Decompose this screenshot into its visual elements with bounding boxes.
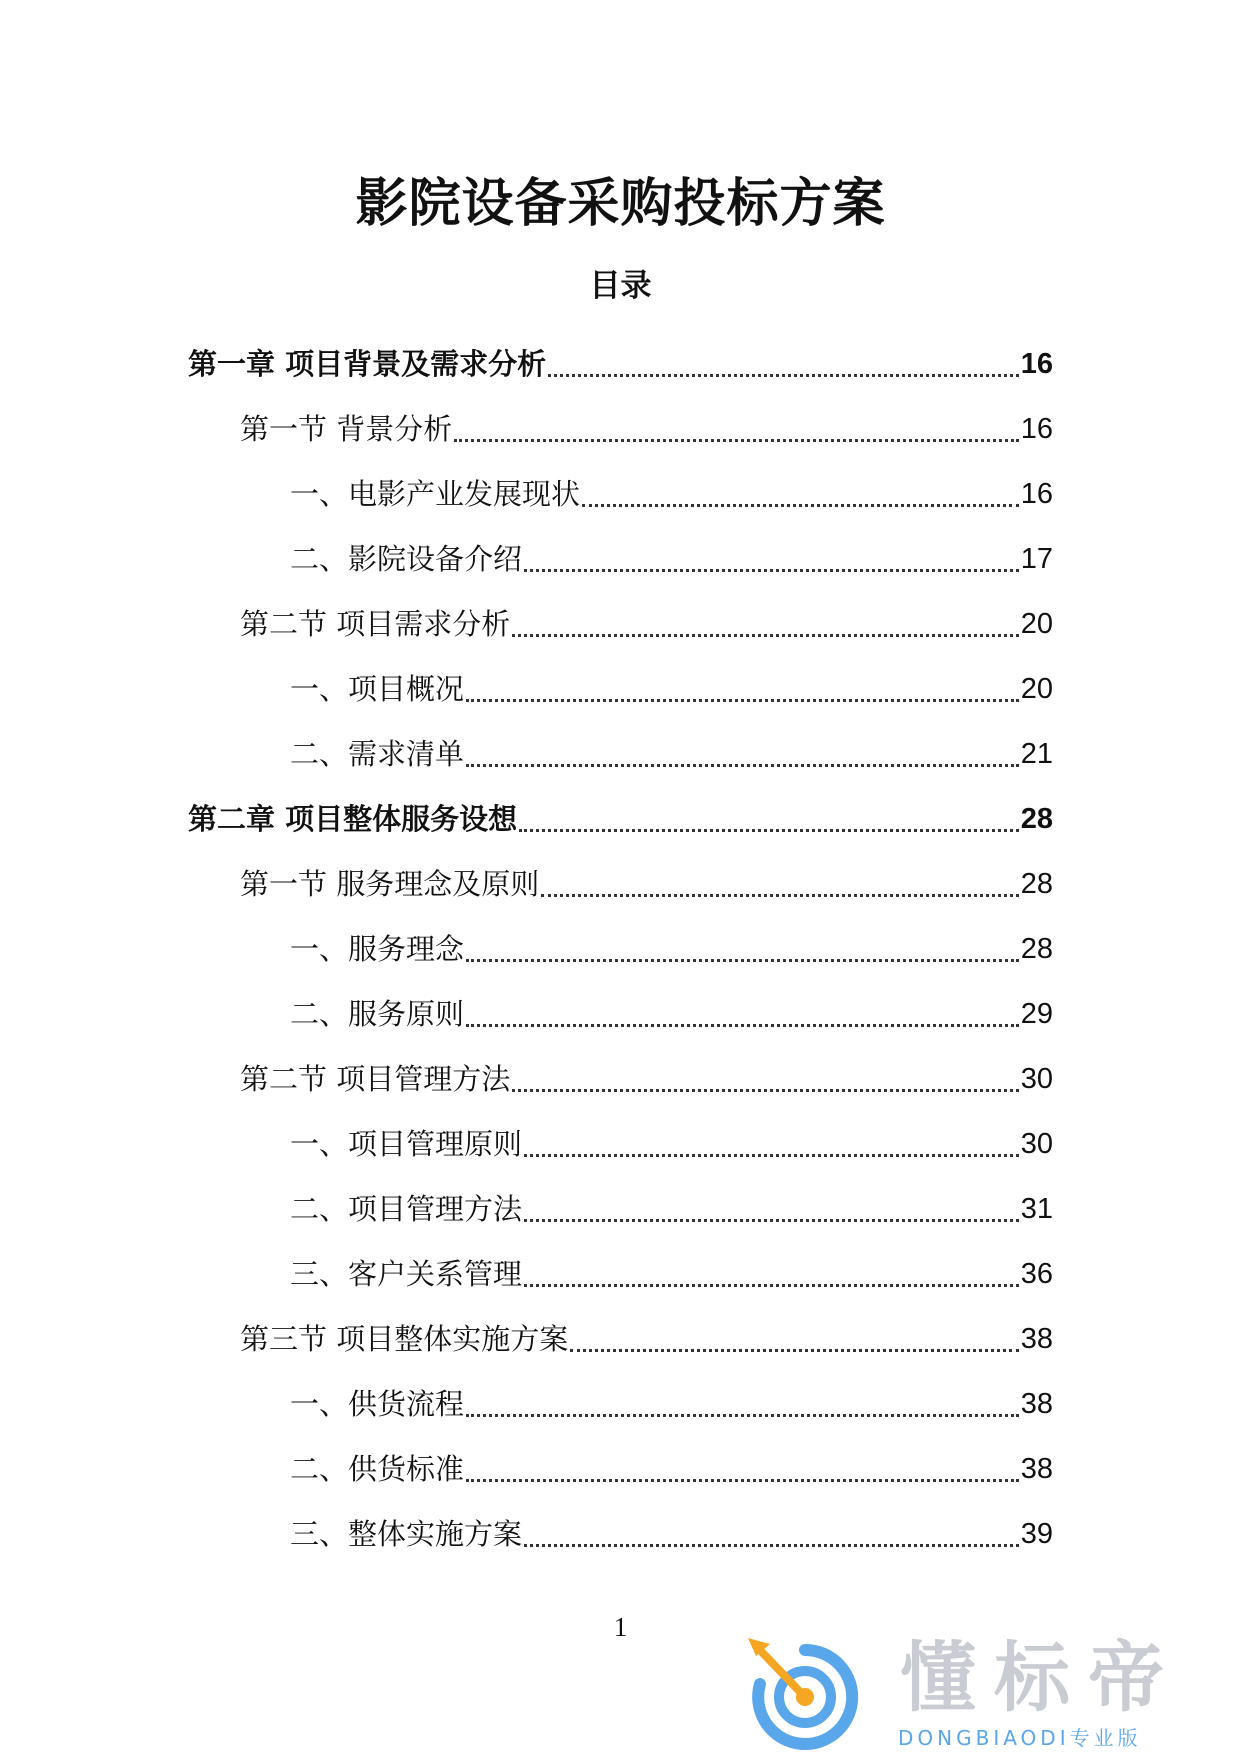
toc-dot-leader bbox=[512, 634, 1019, 637]
toc-subsection-entry[interactable] bbox=[0, 1436, 1241, 1501]
page-number: 1 bbox=[613, 1612, 628, 1642]
toc-entry-label: 一、供货流程 bbox=[290, 1386, 465, 1421]
toc-dot-leader bbox=[454, 439, 1019, 442]
toc-subsection-entry[interactable] bbox=[0, 461, 1241, 526]
toc-entry-page: 39 bbox=[1020, 1517, 1053, 1550]
toc-entry-page: 16 bbox=[1020, 412, 1053, 445]
toc-subsection-entry[interactable] bbox=[0, 1111, 1241, 1176]
toc-dot-leader bbox=[548, 374, 1019, 377]
toc-subsection-entry[interactable] bbox=[0, 1501, 1241, 1566]
toc-entry-label: 二、需求清单 bbox=[290, 736, 465, 771]
watermark-subtitle: DONGBIAODI专业版 bbox=[898, 1726, 1142, 1750]
toc-entry-page: 30 bbox=[1020, 1127, 1053, 1160]
toc-entry-label: 一、项目概况 bbox=[290, 671, 465, 706]
toc-entry-label: 三、客户关系管理 bbox=[290, 1256, 523, 1291]
toc-dot-leader bbox=[519, 829, 1019, 832]
toc-entry-label: 第三节 项目整体实施方案 bbox=[240, 1321, 569, 1356]
toc-entry-label: 第一章 项目背景及需求分析 bbox=[188, 346, 547, 381]
toc-entry-page: 16 bbox=[1020, 347, 1053, 380]
toc-chapter-entry[interactable] bbox=[0, 331, 1241, 396]
toc-dot-leader bbox=[524, 1544, 1019, 1547]
toc-dot-leader bbox=[466, 699, 1019, 702]
toc-subsection-entry[interactable] bbox=[0, 526, 1241, 591]
toc-subsection-entry[interactable] bbox=[0, 1241, 1241, 1306]
toc-heading: 目录 bbox=[589, 268, 652, 304]
toc-dot-leader bbox=[466, 1479, 1019, 1482]
watermark-brand: 懂标帝 bbox=[900, 1633, 1182, 1722]
toc-dot-leader bbox=[541, 894, 1019, 897]
toc-dot-leader bbox=[466, 764, 1019, 767]
toc-entry-label: 二、供货标准 bbox=[290, 1451, 465, 1486]
toc-entry-page: 38 bbox=[1020, 1452, 1053, 1485]
toc-entry-label: 一、服务理念 bbox=[290, 931, 465, 966]
toc-entry-page: 21 bbox=[1020, 737, 1053, 770]
toc-subsection-entry[interactable] bbox=[0, 656, 1241, 721]
toc-entry-label: 一、项目管理原则 bbox=[290, 1126, 523, 1161]
toc-section-entry[interactable] bbox=[0, 1306, 1241, 1371]
toc-dot-leader bbox=[466, 1024, 1019, 1027]
toc-entry-label: 第一节 背景分析 bbox=[240, 411, 453, 446]
toc-dot-leader bbox=[582, 504, 1019, 507]
toc-dot-leader bbox=[466, 1414, 1019, 1417]
toc-entry-page: 16 bbox=[1020, 477, 1053, 510]
toc-subsection-entry[interactable] bbox=[0, 981, 1241, 1046]
toc-entry-page: 36 bbox=[1020, 1257, 1053, 1290]
toc-entry-page: 38 bbox=[1020, 1322, 1053, 1355]
toc-dot-leader bbox=[524, 1219, 1019, 1222]
toc-entry-label: 二、项目管理方法 bbox=[290, 1191, 523, 1226]
watermark bbox=[742, 1630, 1241, 1754]
toc-entry-label: 二、影院设备介绍 bbox=[290, 541, 523, 576]
toc-entry-label: 第二节 项目需求分析 bbox=[240, 606, 511, 641]
toc-entry-page: 20 bbox=[1020, 607, 1053, 640]
toc-dot-leader bbox=[466, 959, 1019, 962]
toc-subsection-entry[interactable] bbox=[0, 1176, 1241, 1241]
toc-entry-page: 30 bbox=[1020, 1062, 1053, 1095]
toc-section-entry[interactable] bbox=[0, 591, 1241, 656]
toc-entry-label: 第二节 项目管理方法 bbox=[240, 1061, 511, 1096]
target-arrow-icon bbox=[742, 1634, 868, 1754]
toc-section-entry[interactable] bbox=[0, 396, 1241, 461]
toc-chapter-entry[interactable] bbox=[0, 786, 1241, 851]
toc-entry-page: 38 bbox=[1020, 1387, 1053, 1420]
toc-entry-label: 第二章 项目整体服务设想 bbox=[188, 801, 518, 836]
toc-dot-leader bbox=[512, 1089, 1019, 1092]
toc-entry-label: 二、服务原则 bbox=[290, 996, 465, 1031]
toc-dot-leader bbox=[524, 569, 1019, 572]
toc-entry-page: 17 bbox=[1020, 542, 1053, 575]
document-title: 影院设备采购投标方案 bbox=[355, 174, 886, 234]
toc-entry-label: 一、电影产业发展现状 bbox=[290, 476, 581, 511]
toc-entry-page: 31 bbox=[1020, 1192, 1053, 1225]
toc-section-entry[interactable] bbox=[0, 851, 1241, 916]
toc-subsection-entry[interactable] bbox=[0, 916, 1241, 981]
toc-subsection-entry[interactable] bbox=[0, 1371, 1241, 1436]
toc-entry-page: 28 bbox=[1020, 932, 1053, 965]
toc-dot-leader bbox=[524, 1284, 1019, 1287]
toc-section-entry[interactable] bbox=[0, 1046, 1241, 1111]
toc-entry-page: 28 bbox=[1020, 867, 1053, 900]
toc-entry-page: 20 bbox=[1020, 672, 1053, 705]
toc-dot-leader bbox=[524, 1154, 1019, 1157]
toc-entry-page: 28 bbox=[1020, 802, 1053, 835]
table-of-contents bbox=[0, 331, 1241, 1566]
toc-entry-label: 三、整体实施方案 bbox=[290, 1516, 523, 1551]
toc-entry-label: 第一节 服务理念及原则 bbox=[240, 866, 540, 901]
toc-entry-page: 29 bbox=[1020, 997, 1053, 1030]
toc-dot-leader bbox=[570, 1349, 1019, 1352]
toc-subsection-entry[interactable] bbox=[0, 721, 1241, 786]
